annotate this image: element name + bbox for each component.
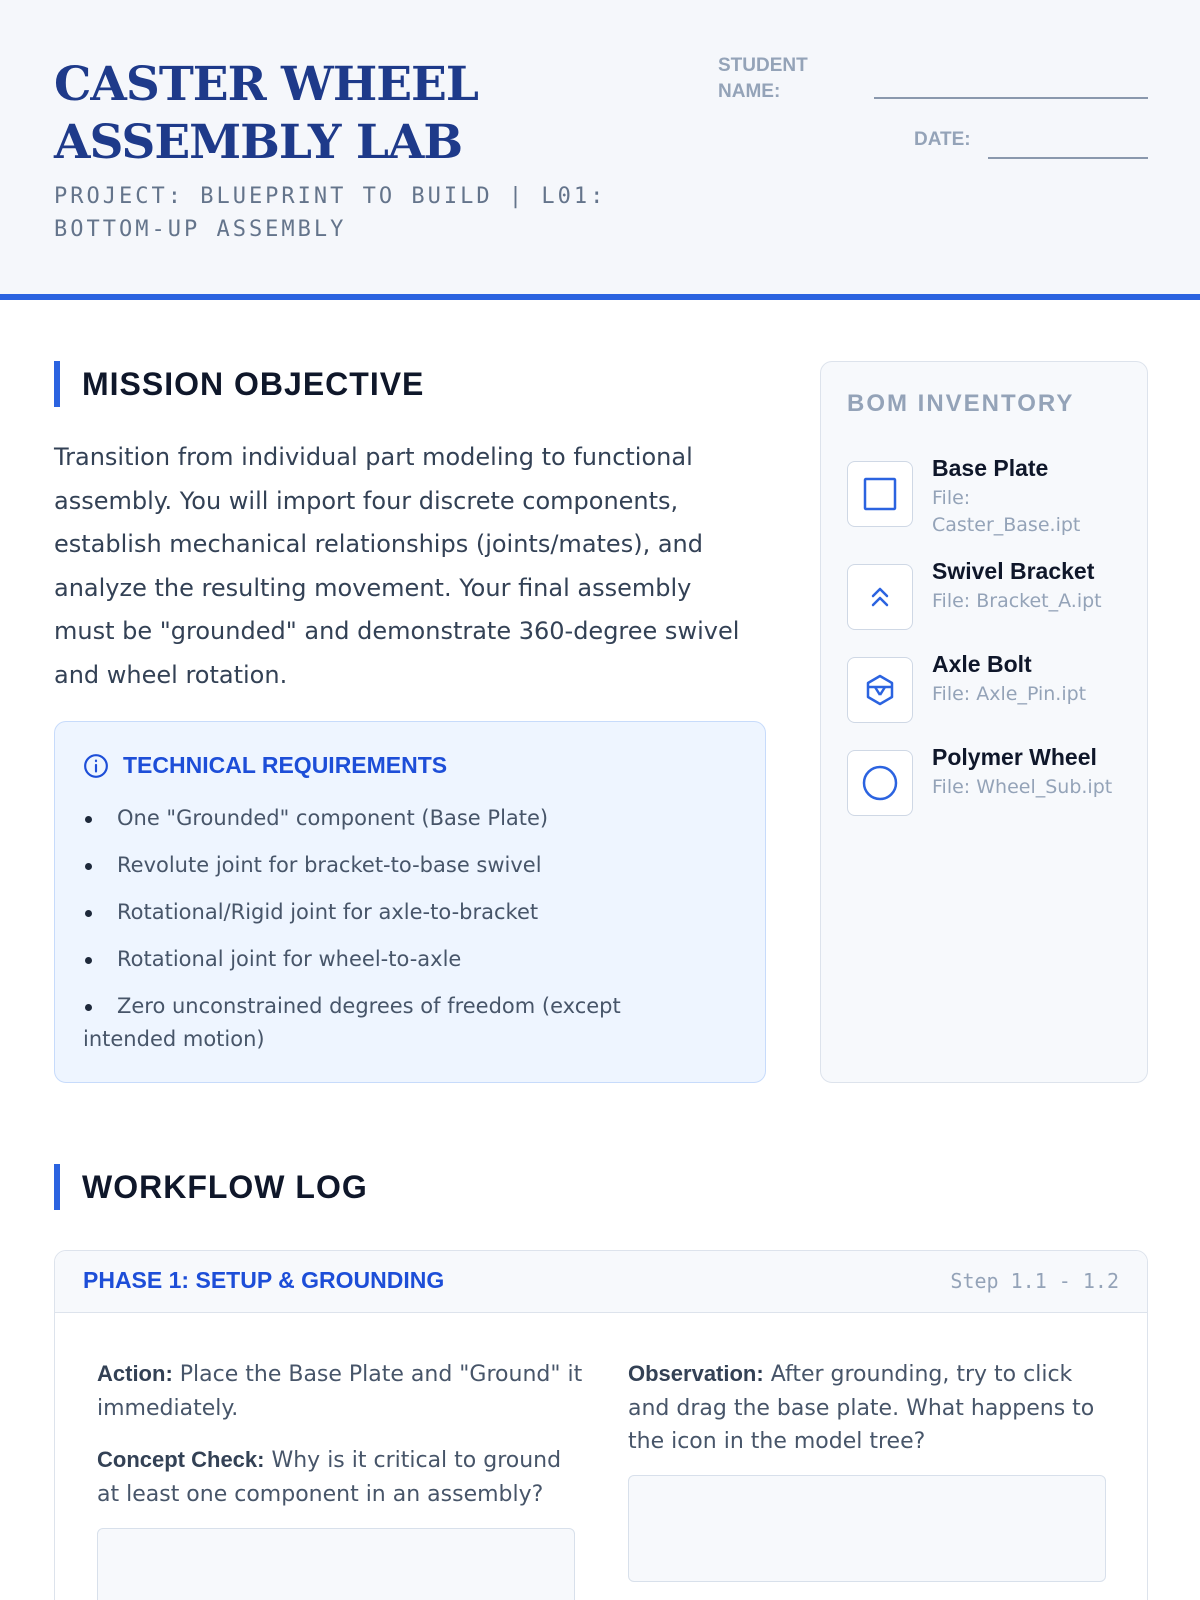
bom-item-name: Base Plate <box>932 455 1049 481</box>
list-item: Revolute joint for bracket-to-base swivel <box>83 849 703 882</box>
circle-icon <box>860 763 900 803</box>
square-icon <box>860 474 900 514</box>
student-name-label: STUDENT NAME: <box>718 55 808 102</box>
bom-item-name: Swivel Bracket <box>932 558 1095 584</box>
technical-requirements-box <box>54 721 766 1083</box>
project-subtitle: PROJECT: BLUEPRINT TO BUILD | L01: BOTTOM-UP ASSEMBLY <box>54 184 607 242</box>
list-item: Rotational joint for wheel-to-axle <box>83 943 703 976</box>
phase-title: PHASE 1: SETUP & GROUNDING <box>83 1267 445 1293</box>
technical-requirements-header <box>83 752 447 779</box>
date-label: DATE: <box>914 129 971 150</box>
phase-header <box>55 1251 1147 1313</box>
bolt-icon <box>860 670 900 710</box>
action-text: Action: Place the Base Plate and "Ground" it immediately. <box>97 1361 583 1421</box>
bom-inventory-panel <box>820 361 1148 1083</box>
bom-item-file: File: Axle_Pin.ipt <box>932 683 1087 705</box>
workflow-heading: WORKFLOW LOG <box>54 1164 368 1210</box>
observation-answer-box[interactable] <box>628 1475 1106 1582</box>
observation-text: Observation: After grounding, try to click and drag the base plate. What happens to the icon in the model tree? <box>628 1361 1095 1454</box>
page-title: CASTER WHEEL ASSEMBLY LAB <box>54 57 478 170</box>
student-name-field[interactable] <box>874 97 1148 99</box>
concept-check-label: Concept Check: <box>97 1447 265 1472</box>
phase-step: Step 1.1 - 1.2 <box>950 1269 1119 1293</box>
date-field[interactable] <box>988 157 1148 159</box>
list-item: One "Grounded" component (Base Plate) <box>83 802 703 835</box>
phase-card <box>54 1250 1148 1600</box>
observation-label: Observation: <box>628 1361 764 1386</box>
concept-check-text: Concept Check: Why is it critical to ground at least one component in an assembly? <box>97 1447 562 1507</box>
list-item: Zero unconstrained degrees of freedom (except intended motion) <box>83 990 703 1056</box>
bom-item-file: File: Caster_Base.ipt <box>932 487 1081 536</box>
requirements-list <box>83 802 703 1070</box>
concept-answer-box[interactable] <box>97 1528 575 1600</box>
chevrons-up-icon <box>860 577 900 617</box>
list-item: Rotational/Rigid joint for axle-to-bracket <box>83 896 703 929</box>
technical-requirements-title: TECHNICAL REQUIREMENTS <box>123 752 448 778</box>
action-label: Action: <box>97 1361 173 1386</box>
bom-item-file: File: Wheel_Sub.ipt <box>932 776 1113 798</box>
bom-item-file: File: Bracket_A.ipt <box>932 590 1102 612</box>
mission-text: Transition from individual part modeling to functional assembly. You will import four discrete components, establish mechanical relationships (joints/mates), and analyze the resulting movement. Your final assembly must be "grounded" and demonstrate 360-degree swivel and wheel rotation. <box>54 443 740 689</box>
bom-item-name: Polymer Wheel <box>932 744 1097 770</box>
page-header <box>0 0 1200 300</box>
mission-heading: MISSION OBJECTIVE <box>54 361 424 407</box>
bom-title: BOM INVENTORY <box>847 390 1075 417</box>
bom-item-name: Axle Bolt <box>932 651 1032 677</box>
info-icon <box>83 753 109 779</box>
